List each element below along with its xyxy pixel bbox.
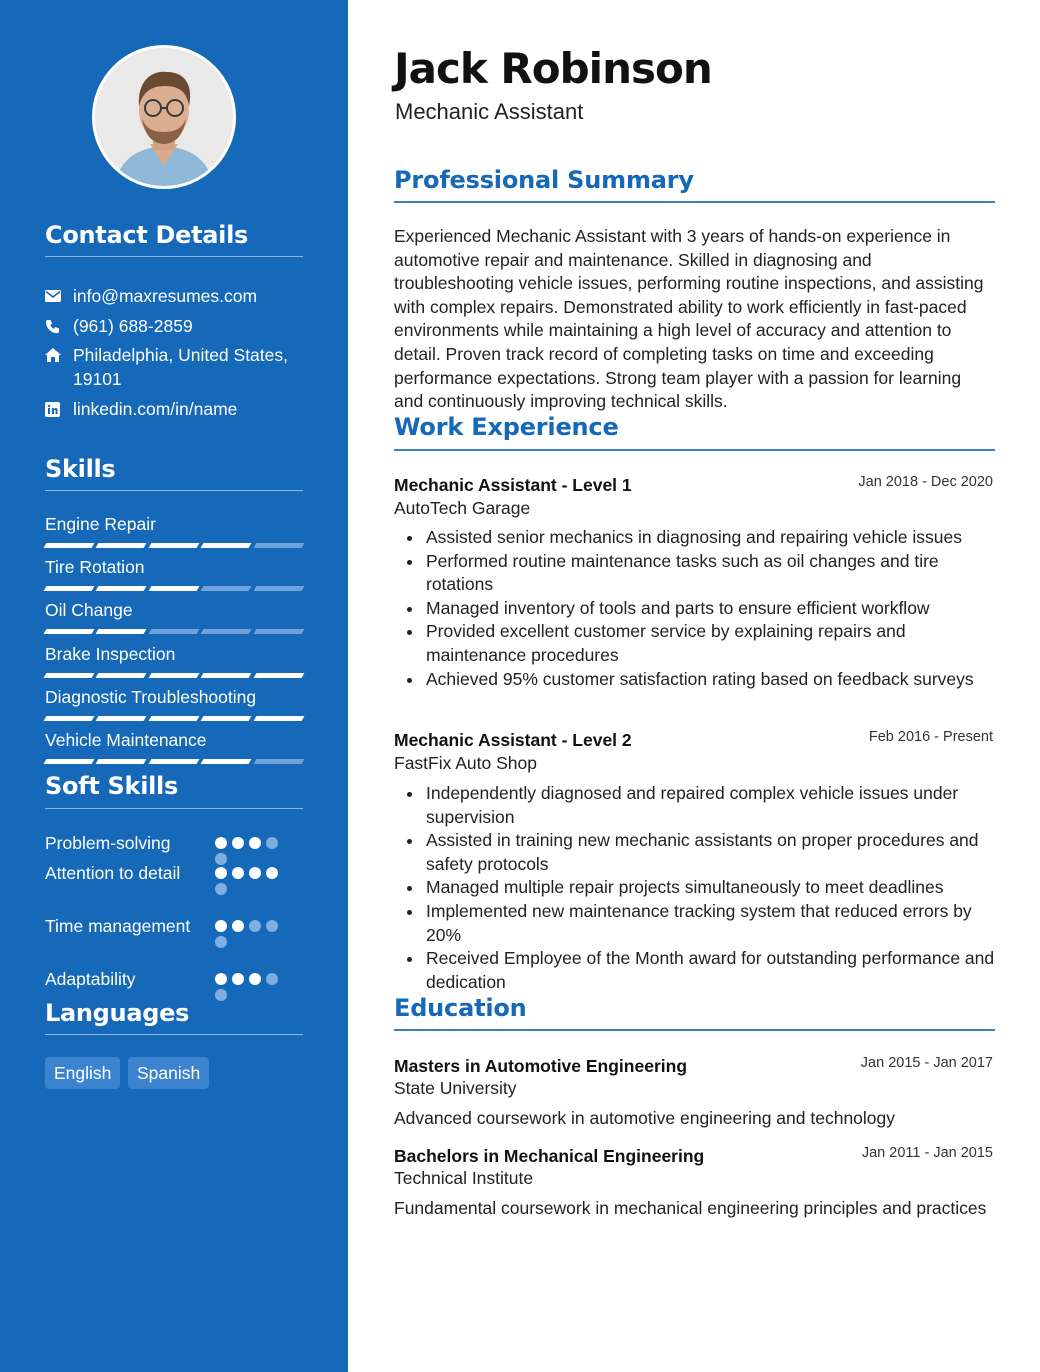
skill-level-segment: [148, 629, 199, 634]
skill-level-segment: [148, 543, 199, 548]
soft-skill-rating: [215, 920, 287, 948]
rating-dot: [215, 853, 227, 865]
languages-section-title: Languages: [45, 999, 190, 1027]
skill-level-segment: [253, 716, 304, 721]
job-bullet: Performed routine maintenance tasks such as oil changes and tire rotations: [394, 550, 998, 597]
contact-address: [45, 343, 313, 391]
skill-level-segment: [96, 543, 147, 548]
job-bullets: [394, 526, 998, 691]
rating-dot: [215, 920, 227, 932]
language-tag: English: [45, 1057, 120, 1089]
skill-level-bar: [45, 629, 303, 634]
soft-skill-name: Attention to detail: [45, 863, 181, 883]
edu-degree: Bachelors in Mechanical Engineering: [394, 1146, 705, 1166]
contact-email[interactable]: [45, 284, 313, 308]
linkedin-text: linkedin.com/in/name: [73, 399, 238, 419]
skill-level-segment: [148, 716, 199, 721]
job-bullet: Assisted in training new mechanic assistants on proper procedures and safety protocols: [394, 829, 998, 876]
experience-section-title: Work Experience: [394, 413, 619, 441]
contact-section-title: Contact Details: [45, 221, 249, 249]
rating-dot: [266, 867, 278, 879]
skill-level-bar: [45, 673, 303, 678]
edu-description: Advanced coursework in automotive engineering and technology: [394, 1108, 896, 1128]
experience-divider: [394, 449, 995, 451]
edu-school: Technical Institute: [394, 1168, 534, 1188]
skill-level-segment: [148, 586, 199, 591]
linkedin-icon: [45, 397, 73, 421]
skills-section-title: Skills: [45, 455, 116, 483]
skills-divider: [45, 490, 303, 491]
rating-dot: [215, 867, 227, 879]
job-bullets: [394, 782, 998, 994]
skill-level-segment: [44, 759, 95, 764]
edu-dates: Jan 2011 - Jan 2015: [861, 1145, 993, 1161]
skill-level-segment: [253, 629, 304, 634]
skill-level-segment: [201, 586, 252, 591]
job-title: Mechanic Assistant - Level 2: [394, 730, 632, 750]
skill-name: Brake Inspection: [45, 644, 176, 664]
email-text: info@maxresumes.com: [73, 286, 258, 306]
rating-dot: [215, 989, 227, 1001]
skill-level-segment: [201, 673, 252, 678]
skill-level-segment: [96, 629, 147, 634]
language-tag: Spanish: [128, 1057, 209, 1089]
summary-divider: [394, 201, 995, 203]
skill-level-segment: [253, 586, 304, 591]
job-company: AutoTech Garage: [394, 498, 531, 518]
job-bullet: Received Employee of the Month award for outstanding performance and dedication: [394, 947, 998, 994]
education-section-title: Education: [394, 994, 527, 1022]
soft-skill-name: Adaptability: [45, 969, 136, 989]
skill-level-bar: [45, 586, 303, 591]
soft-skills-divider: [45, 808, 303, 809]
rating-dot: [232, 973, 244, 985]
address-text: Philadelphia, United States, 19101: [73, 345, 288, 389]
rating-dot: [215, 936, 227, 948]
summary-text: Experienced Mechanic Assistant with 3 years of hands-on experience in automotive repair and maintenance. Skilled in diagnosing and troubleshooting vehicle issues, performing routine inspections, and assisting with complex repairs. Demonstrated ability to work efficiently in fast-paced environments while maintaining a high level of accuracy and attention to detail. Proven track record of completing tasks on time and exceeding performance expectations. Strong team player with a passion for learning and continuously improving technical skills.: [394, 226, 984, 412]
skill-level-bar: [45, 759, 303, 764]
soft-skills-section-title: Soft Skills: [45, 772, 178, 800]
skill-level-segment: [96, 673, 147, 678]
skill-level-segment: [44, 586, 95, 591]
summary-section-title: Professional Summary: [394, 166, 694, 194]
soft-skill-name: Problem-solving: [45, 833, 171, 853]
job-dates: Jan 2018 - Dec 2020: [858, 474, 993, 490]
contact-linkedin[interactable]: [45, 397, 313, 421]
rating-dot: [249, 867, 261, 879]
skill-name: Vehicle Maintenance: [45, 730, 207, 750]
languages-divider: [45, 1034, 303, 1035]
skill-level-bar: [45, 543, 303, 548]
skill-level-segment: [201, 543, 252, 548]
sidebar: [0, 0, 348, 1372]
rating-dot: [232, 920, 244, 932]
edu-description: Fundamental coursework in mechanical engineering principles and practices: [394, 1198, 987, 1218]
rating-dot: [215, 837, 227, 849]
phone-icon: [45, 314, 73, 338]
job-bullet: Provided excellent customer service by explaining repairs and maintenance procedures: [394, 620, 998, 667]
skill-level-segment: [44, 716, 95, 721]
rating-dot: [249, 973, 261, 985]
rating-dot: [266, 973, 278, 985]
job-bullet: Managed inventory of tools and parts to ensure efficient workflow: [394, 597, 998, 621]
job-bullet: Achieved 95% customer satisfaction rating based on feedback surveys: [394, 668, 998, 692]
skill-level-segment: [148, 759, 199, 764]
rating-dot: [249, 920, 261, 932]
rating-dot: [249, 837, 261, 849]
avatar: [92, 45, 236, 189]
skill-level-segment: [44, 543, 95, 548]
job-bullet: Managed multiple repair projects simultaneously to meet deadlines: [394, 876, 998, 900]
home-icon: [45, 343, 73, 367]
skill-level-segment: [253, 759, 304, 764]
skill-level-segment: [253, 543, 304, 548]
rating-dot: [232, 837, 244, 849]
soft-skill-rating: [215, 973, 287, 1001]
skill-level-segment: [148, 673, 199, 678]
phone-text: (961) 688-2859: [73, 316, 193, 336]
edu-dates: Jan 2015 - Jan 2017: [860, 1055, 993, 1071]
skill-level-segment: [201, 716, 252, 721]
job-bullet: Independently diagnosed and repaired complex vehicle issues under supervision: [394, 782, 998, 829]
rating-dot: [215, 883, 227, 895]
skill-level-segment: [201, 759, 252, 764]
skill-name: Diagnostic Troubleshooting: [45, 687, 257, 707]
skill-level-segment: [253, 673, 304, 678]
contact-divider: [45, 256, 303, 257]
skill-level-bar: [45, 716, 303, 721]
soft-skill-name: Time management: [45, 916, 191, 936]
job-bullet: Implemented new maintenance tracking system that reduced errors by 20%: [394, 900, 998, 947]
skill-level-segment: [96, 759, 147, 764]
rating-dot: [266, 920, 278, 932]
soft-skill-rating: [215, 837, 287, 865]
edu-degree: Masters in Automotive Engineering: [394, 1056, 688, 1076]
candidate-name: Jack Robinson: [394, 44, 712, 93]
skill-name: Tire Rotation: [45, 557, 145, 577]
envelope-icon: [45, 284, 73, 308]
job-company: FastFix Auto Shop: [394, 753, 537, 773]
contact-phone[interactable]: [45, 314, 313, 338]
edu-school: State University: [394, 1078, 517, 1098]
skill-level-segment: [201, 629, 252, 634]
rating-dot: [215, 973, 227, 985]
skill-level-segment: [96, 586, 147, 591]
job-title: Mechanic Assistant - Level 1: [394, 475, 632, 495]
skill-level-segment: [44, 629, 95, 634]
education-divider: [394, 1029, 995, 1031]
skill-name: Engine Repair: [45, 514, 156, 534]
skill-level-segment: [44, 673, 95, 678]
rating-dot: [266, 837, 278, 849]
job-dates: Feb 2016 - Present: [868, 729, 993, 745]
rating-dot: [232, 867, 244, 879]
candidate-role: Mechanic Assistant: [395, 99, 584, 124]
skill-level-segment: [96, 716, 147, 721]
profile-photo: [95, 48, 233, 186]
soft-skill-rating: [215, 867, 287, 895]
skill-name: Oil Change: [45, 600, 133, 620]
job-bullet: Assisted senior mechanics in diagnosing and repairing vehicle issues: [394, 526, 998, 550]
